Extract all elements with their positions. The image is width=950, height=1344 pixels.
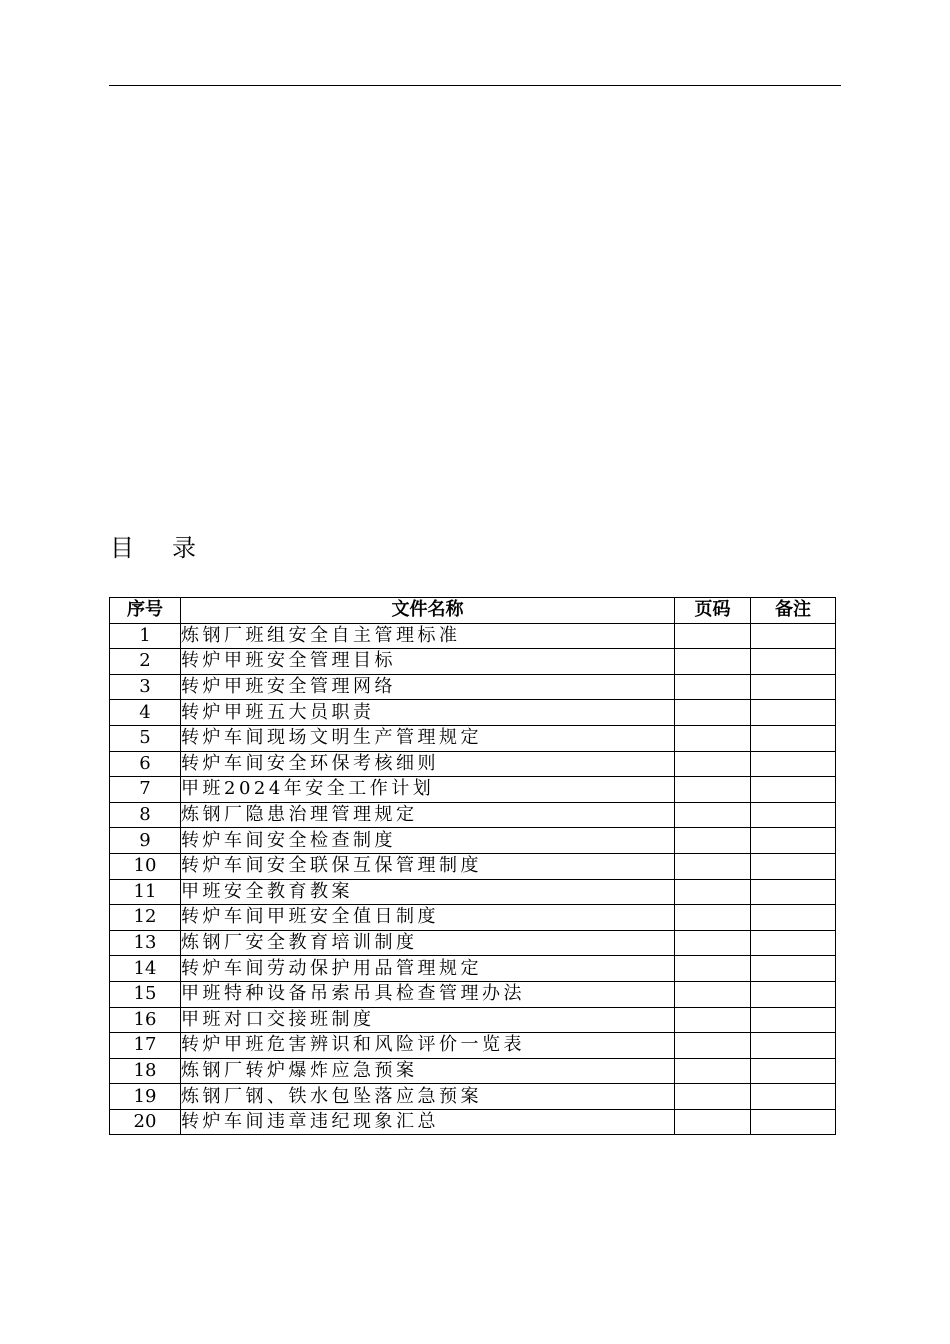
row-remark xyxy=(751,905,836,931)
row-remark xyxy=(751,1084,836,1110)
table-row xyxy=(110,828,836,854)
row-document-name: 甲班安全教育教案 xyxy=(181,879,675,905)
table-row xyxy=(110,930,836,956)
toc-body xyxy=(110,623,836,1135)
row-page xyxy=(675,853,751,879)
row-remark xyxy=(751,725,836,751)
row-document-name: 转炉车间违章违纪现象汇总 xyxy=(181,1109,675,1135)
row-remark xyxy=(751,1007,836,1033)
table-row xyxy=(110,905,836,931)
row-page xyxy=(675,802,751,828)
row-page xyxy=(675,700,751,726)
row-page xyxy=(675,1109,751,1135)
row-page xyxy=(675,725,751,751)
toc-title: 目录 xyxy=(110,534,234,562)
row-index: 20 xyxy=(110,1109,181,1135)
row-remark xyxy=(751,777,836,803)
row-index: 19 xyxy=(110,1084,181,1110)
row-document-name: 炼钢厂安全教育培训制度 xyxy=(181,930,675,956)
row-document-name: 甲班对口交接班制度 xyxy=(181,1007,675,1033)
row-document-name: 转炉甲班安全管理网络 xyxy=(181,674,675,700)
header-name: 文件名称 xyxy=(181,598,675,624)
row-document-name: 转炉车间甲班安全值日制度 xyxy=(181,905,675,931)
row-index: 12 xyxy=(110,905,181,931)
row-page xyxy=(675,751,751,777)
row-page xyxy=(675,981,751,1007)
row-index: 17 xyxy=(110,1033,181,1059)
row-index: 6 xyxy=(110,751,181,777)
row-index: 15 xyxy=(110,981,181,1007)
row-remark xyxy=(751,751,836,777)
row-index: 10 xyxy=(110,853,181,879)
row-document-name: 转炉车间劳动保护用品管理规定 xyxy=(181,956,675,982)
row-index: 5 xyxy=(110,725,181,751)
row-document-name: 炼钢厂钢、铁水包坠落应急预案 xyxy=(181,1084,675,1110)
row-document-name: 转炉车间安全环保考核细则 xyxy=(181,751,675,777)
row-remark xyxy=(751,853,836,879)
table-row xyxy=(110,649,836,675)
table-row xyxy=(110,700,836,726)
header-page: 页码 xyxy=(675,598,751,624)
row-page xyxy=(675,674,751,700)
toc-table xyxy=(109,597,836,1135)
row-document-name: 甲班2024年安全工作计划 xyxy=(181,777,675,803)
table-row xyxy=(110,725,836,751)
header-index: 序号 xyxy=(110,598,181,624)
row-remark xyxy=(751,700,836,726)
row-page xyxy=(675,1007,751,1033)
table-row xyxy=(110,623,836,649)
table-row xyxy=(110,1109,836,1135)
row-document-name: 炼钢厂转炉爆炸应急预案 xyxy=(181,1058,675,1084)
table-row xyxy=(110,674,836,700)
row-index: 13 xyxy=(110,930,181,956)
row-document-name: 转炉甲班五大员职责 xyxy=(181,700,675,726)
row-document-name: 转炉甲班危害辨识和风险评价一览表 xyxy=(181,1033,675,1059)
row-index: 3 xyxy=(110,674,181,700)
row-remark xyxy=(751,828,836,854)
row-page xyxy=(675,649,751,675)
row-document-name: 转炉车间安全检查制度 xyxy=(181,828,675,854)
table-row xyxy=(110,956,836,982)
row-page xyxy=(675,905,751,931)
row-index: 1 xyxy=(110,623,181,649)
row-remark xyxy=(751,879,836,905)
row-remark xyxy=(751,1033,836,1059)
row-index: 16 xyxy=(110,1007,181,1033)
row-remark xyxy=(751,930,836,956)
row-index: 9 xyxy=(110,828,181,854)
row-page xyxy=(675,879,751,905)
row-document-name: 炼钢厂隐患治理管理规定 xyxy=(181,802,675,828)
row-remark xyxy=(751,623,836,649)
row-page xyxy=(675,828,751,854)
row-document-name: 甲班特种设备吊索吊具检查管理办法 xyxy=(181,981,675,1007)
table-row xyxy=(110,777,836,803)
row-document-name: 转炉甲班安全管理目标 xyxy=(181,649,675,675)
row-page xyxy=(675,1058,751,1084)
row-remark xyxy=(751,1058,836,1084)
row-document-name: 转炉车间现场文明生产管理规定 xyxy=(181,725,675,751)
table-row xyxy=(110,981,836,1007)
row-index: 8 xyxy=(110,802,181,828)
row-page xyxy=(675,623,751,649)
row-remark xyxy=(751,956,836,982)
table-row xyxy=(110,1058,836,1084)
table-row xyxy=(110,1033,836,1059)
row-remark xyxy=(751,649,836,675)
row-index: 4 xyxy=(110,700,181,726)
table-row xyxy=(110,802,836,828)
row-remark xyxy=(751,802,836,828)
row-remark xyxy=(751,674,836,700)
row-page xyxy=(675,956,751,982)
row-page xyxy=(675,930,751,956)
row-document-name: 炼钢厂班组安全自主管理标准 xyxy=(181,623,675,649)
row-remark xyxy=(751,981,836,1007)
row-document-name: 转炉车间安全联保互保管理制度 xyxy=(181,853,675,879)
header-remark: 备注 xyxy=(751,598,836,624)
row-index: 18 xyxy=(110,1058,181,1084)
row-index: 11 xyxy=(110,879,181,905)
table-row xyxy=(110,853,836,879)
header-rule xyxy=(109,85,841,86)
row-remark xyxy=(751,1109,836,1135)
toc-header-row xyxy=(110,598,836,624)
table-row xyxy=(110,879,836,905)
table-row xyxy=(110,751,836,777)
table-row xyxy=(110,1007,836,1033)
row-index: 7 xyxy=(110,777,181,803)
table-row xyxy=(110,1084,836,1110)
row-index: 14 xyxy=(110,956,181,982)
row-page xyxy=(675,1084,751,1110)
row-page xyxy=(675,1033,751,1059)
row-index: 2 xyxy=(110,649,181,675)
row-page xyxy=(675,777,751,803)
